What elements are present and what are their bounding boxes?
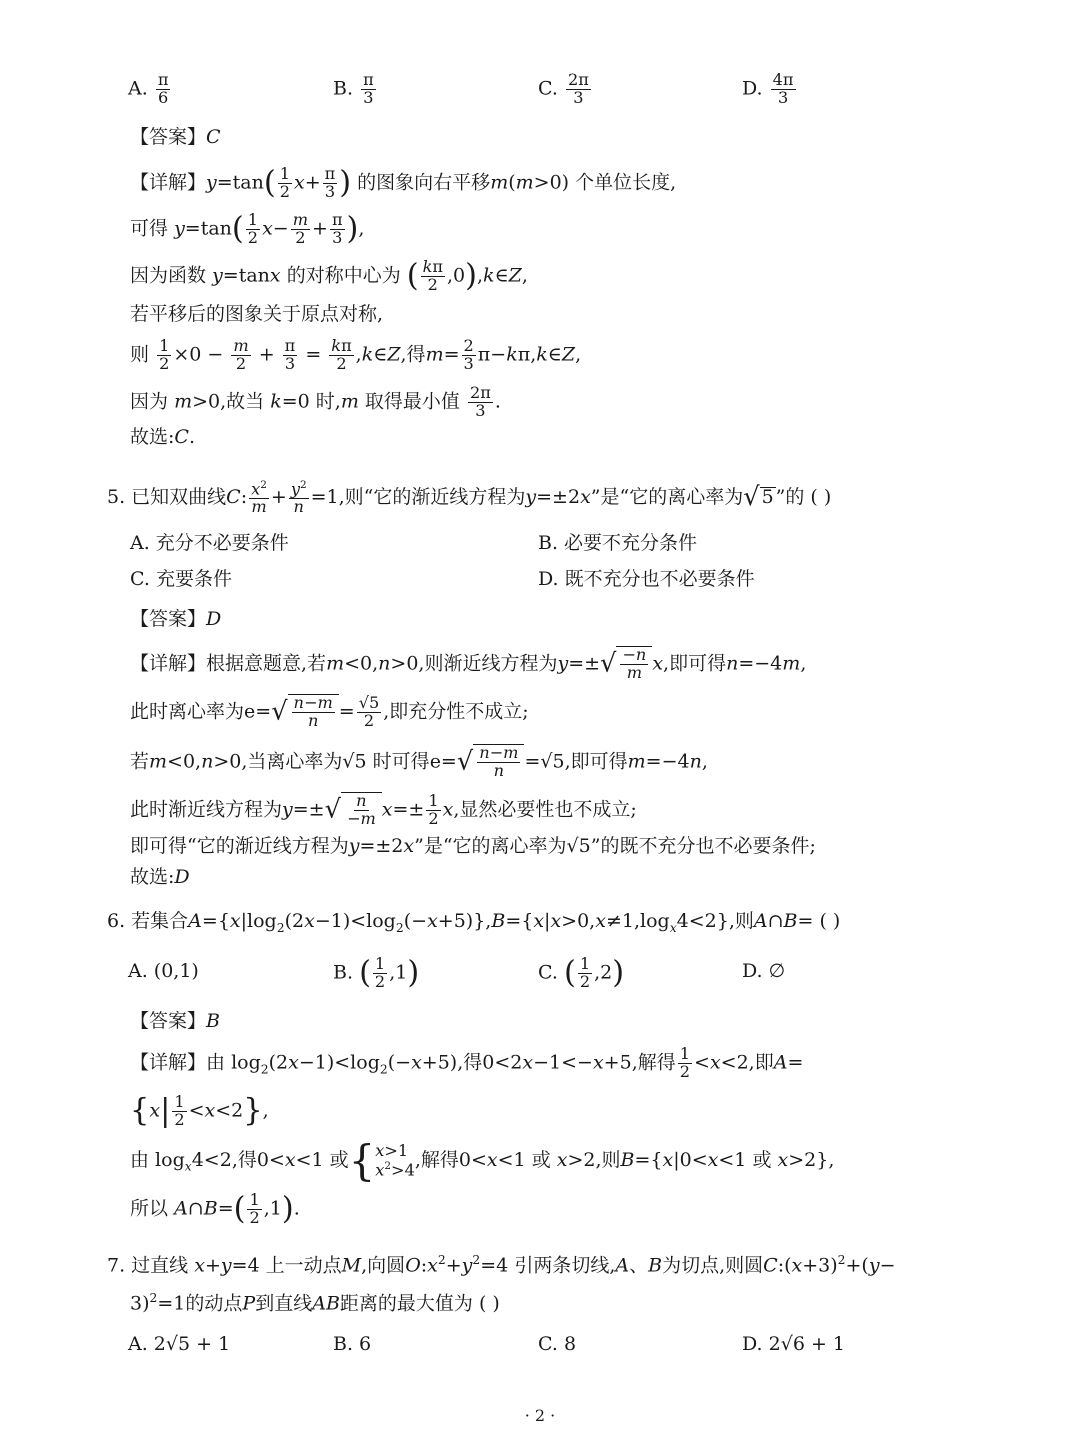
q6-detail-line-4: 所以 A∩B=( $\frac{1}{2}$ ,1). bbox=[130, 1190, 300, 1227]
q6-stem: 6. 若集合$A=\{x|\log_2(2x-1)<\log_2(-x+5)\},B=\{x|x>0,x\ne 1,\log_x4<2\}$,则A∩B= ( ) bbox=[107, 910, 841, 935]
q6-detail-line-1: 【详解】由 $\log_2(2x-1)<\log_2(-x+5)$,得0<2x−1<−x+5,解得 $\frac{1}{2}$ <x<2,即A= bbox=[130, 1044, 804, 1081]
q4-detail-line-6: 因为 m>0,故当 k=0 时,m 取得最小值 $\frac{2\pi}{3}$ . bbox=[130, 383, 501, 420]
q6-detail-line-2: {x| $\frac{1}{2}$ <x<2}, bbox=[130, 1092, 269, 1129]
q4-detail-line-7: 故选:C. bbox=[130, 426, 195, 448]
q4-option-c: C. $\frac{2\pi}{3}$ bbox=[538, 70, 589, 107]
q5-stem: 5. 已知双曲线C: $\frac{x^2}{m}$ + $\frac{y^2}{n}$ =1,则“它的渐近线方程为y=±2x”是“它的离心率为√ 5 ”的 ( ) bbox=[107, 479, 832, 517]
page-number: · 2 · bbox=[524, 1406, 556, 1425]
q4-option-a: A. $\frac{\pi}{6}$ bbox=[128, 70, 169, 107]
q6-option-b: B. ( $\frac{1}{2}$ ,1) bbox=[333, 954, 420, 991]
q7-stem-line-2: 3)$^2$=1的动点P到直线AB距离的最大值为 ( ) bbox=[130, 1291, 500, 1315]
q5-detail-line-5: 即可得“它的渐近线方程为y=±2x”是“它的离心率为√5”的既不充分也不必要条件; bbox=[130, 835, 816, 857]
q5-detail-line-2: 此时离心率为e=√ $\frac{n-m}{n}$ = $\frac{√5}{2}$ ,即充分性不成立; bbox=[130, 693, 529, 730]
q7-option-a: A. 2√5 + 1 bbox=[128, 1333, 231, 1355]
q5-answer: 【答案】D bbox=[130, 608, 222, 630]
q5-detail-line-1: 【详解】根据意题意,若m<0,n>0,则渐近线方程为y=±√ $\frac{-n}{m}$ x,即可得n=−4m, bbox=[130, 645, 807, 682]
q4-detail-line-5: 则 $\frac{1}{2}$ ×0 − $\frac{m}{2}$ + $\frac{\pi}{3}$ = $\frac{k\pi}{2}$ ,k∈Z,得m= $\frac{2}{3}$ π−kπ,k∈Z, bbox=[130, 336, 582, 373]
q4-detail-line-2: 可得 y=tan( $\frac{1}{2}$ x− $\frac{m}{2}$ + $\frac{\pi}{3}$ ), bbox=[130, 210, 365, 247]
q6-option-a: A. (0,1) bbox=[128, 960, 199, 982]
q6-option-c: C. ( $\frac{1}{2}$ ,2) bbox=[538, 954, 625, 991]
q5-detail-line-3: 若m<0,n>0,当离心率为√5 时可得e=√ $\frac{n-m}{n}$ =√5,即可得m=−4n, bbox=[130, 743, 708, 780]
q4-detail-line-3: 因为函数 y=tanx 的对称中心为 ( $\frac{k\pi}{2}$ ,0),k∈Z, bbox=[130, 257, 528, 294]
q7-stem-line-1: 7. 过直线 x+y=4 上一动点M,向圆$O:x^2+y^2=4$ 引两条切线,A、B为切点,则圆$C:(x+3)^2+(y-$ bbox=[107, 1253, 896, 1277]
q7-option-d: D. 2√6 + 1 bbox=[742, 1333, 846, 1355]
q6-detail-line-3: 由 $\log_x4<2$,得0<x<1 或 { x>1 $x^2>4$ ,解得0<x<1 或 x>2,则B={x|0<x<1 或 x>2}, bbox=[130, 1136, 835, 1185]
q5-option-a: A. 充分不必要条件 bbox=[130, 532, 289, 554]
q7-option-c: C. 8 bbox=[538, 1333, 577, 1355]
q5-detail-line-4: 此时渐近线方程为y=±√ $\frac{n}{-m}$ x=± $\frac{1}{2}$ x,显然必要性也不成立; bbox=[130, 791, 637, 828]
q6-option-d: D. ∅ bbox=[742, 960, 786, 982]
q4-option-d: D. $\frac{4\pi}{3}$ bbox=[742, 70, 794, 107]
q5-detail-line-6: 故选:D bbox=[130, 866, 190, 888]
q7-option-b: B. 6 bbox=[333, 1333, 372, 1355]
q6-answer: 【答案】B bbox=[130, 1010, 220, 1032]
q4-detail-line-1: 【详解】y=tan( $\frac{1}{2}$ x+ $\frac{\pi}{3}$ ) 的图象向右平移m(m>0) 个单位长度, bbox=[130, 164, 677, 201]
q4-option-b: B. $\frac{\pi}{3}$ bbox=[333, 70, 374, 107]
q4-detail-line-4: 若平移后的图象关于原点对称, bbox=[130, 303, 384, 325]
q4-answer: 【答案】C bbox=[130, 126, 221, 148]
q5-option-b: B. 必要不充分条件 bbox=[538, 532, 698, 554]
q5-option-d: D. 既不充分也不必要条件 bbox=[538, 568, 755, 590]
q5-option-c: C. 充要条件 bbox=[130, 568, 232, 590]
